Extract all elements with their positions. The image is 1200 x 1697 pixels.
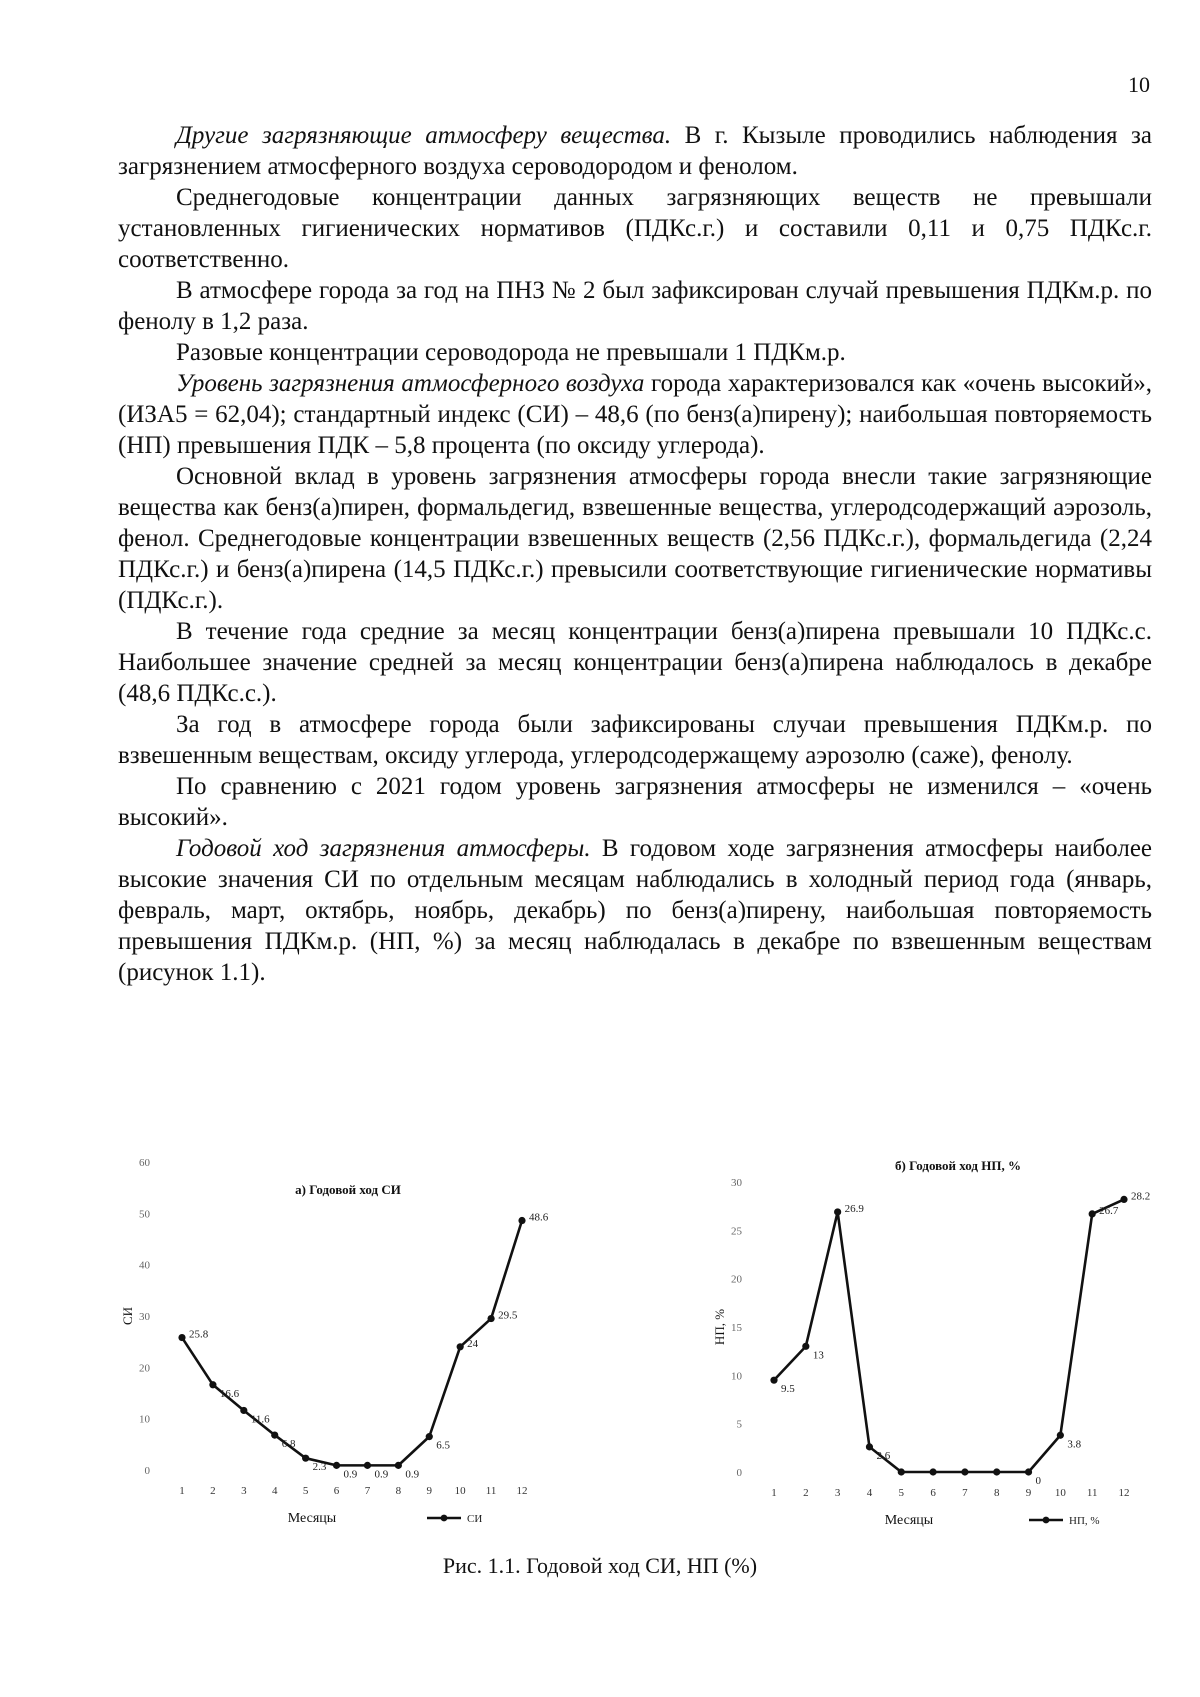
x-tick-label: 1 — [771, 1487, 777, 1499]
x-tick-label: 12 — [516, 1485, 528, 1497]
x-tick-label: 10 — [1054, 1487, 1066, 1499]
data-point — [993, 1468, 1000, 1475]
data-point — [271, 1431, 278, 1438]
y-tick-label: 40 — [139, 1259, 150, 1272]
x-tick-label: 11 — [1086, 1487, 1098, 1499]
paragraph — [118, 120, 1152, 182]
data-label: 0.9 — [343, 1468, 358, 1481]
data-point — [395, 1462, 402, 1469]
paragraph — [118, 833, 1152, 988]
x-tick-label: 11 — [485, 1485, 497, 1497]
data-label: 6.8 — [281, 1438, 296, 1451]
paragraph-lead: Годовой ход загрязнения атмосферы. — [176, 835, 591, 862]
paragraph — [118, 337, 1152, 368]
y-tick-label: 20 — [139, 1362, 150, 1375]
data-point — [802, 1343, 809, 1350]
data-label: 0.9 — [405, 1468, 420, 1481]
data-label: 0.9 — [374, 1468, 389, 1481]
paragraph-lead: Другие загрязняющие атмосферу вещества. — [176, 122, 672, 149]
paragraph-text: города характеризовался как «очень высокий», (ИЗА5 = 62,04); стандартный индекс (СИ) – 48,6 (по бенз(а)пирену); наибольшая повторяемость (НП) превышения ПДК – 5,8 процента (по оксиду углерода). — [118, 370, 1153, 459]
data-label: 6.5 — [436, 1439, 451, 1452]
x-tick-label: 9 — [426, 1485, 433, 1497]
x-tick-label: 10 — [454, 1485, 466, 1497]
data-point — [929, 1468, 936, 1475]
data-label: 28.2 — [1131, 1190, 1151, 1203]
data-point — [898, 1468, 905, 1475]
x-tick-label: 2 — [803, 1487, 809, 1499]
paragraph — [118, 771, 1152, 833]
x-tick-label: 5 — [898, 1487, 905, 1499]
y-tick-label: 60 — [139, 1157, 150, 1169]
y-tick-label: 5 — [736, 1418, 742, 1431]
paragraph-text: За год в атмосфере города были зафиксированы случаи превышения ПДКм.р. по взвешенным веществам, оксиду углерода, углеродсодержащему аэрозолю (саже), фенолу. — [118, 711, 1152, 769]
legend-label: СИ — [467, 1513, 483, 1525]
y-tick-label: 10 — [731, 1370, 742, 1383]
page-number: 10 — [1128, 72, 1150, 97]
paragraph — [118, 461, 1152, 616]
data-label: 11.6 — [250, 1413, 270, 1426]
paragraph-text: Разовые концентрации сероводорода не превышали 1 ПДКм.р. — [176, 339, 846, 366]
paragraph-text: Основной вклад в уровень загрязнения атмосферы города внесли такие загрязняющие вещества как бенз(а)пирен, формальдегид, взвешенные вещества, углеродсодержащий аэрозоль, фенол. Среднегодовые концентрации взвешенных веществ (2,56 ПДКс.г.), формальдегида (2,24 ПДКс.г.) и бенз(а)пирена (14,5 ПДКс.г.) превысили соответствующие гигиенические нормативы (ПДКс.г.). — [118, 463, 1152, 614]
figure-charts — [118, 1150, 1158, 1540]
data-label: 26.7 — [1099, 1204, 1119, 1217]
body-text — [118, 120, 1152, 988]
x-tick-label: 3 — [241, 1485, 247, 1497]
x-tick-label: 3 — [834, 1487, 841, 1499]
data-label: 24 — [467, 1337, 479, 1350]
x-axis-label: Месяцы — [287, 1511, 337, 1526]
data-point — [302, 1455, 309, 1462]
x-axis-label: Месяцы — [884, 1513, 934, 1528]
legend-marker — [441, 1515, 448, 1522]
y-axis-label: НП, % — [712, 1308, 727, 1346]
data-point — [178, 1334, 185, 1341]
x-tick-label: 7 — [364, 1485, 371, 1497]
x-tick-label: 6 — [333, 1485, 340, 1497]
data-label: 3.8 — [1067, 1438, 1082, 1451]
data-point — [518, 1217, 525, 1224]
x-tick-label: 4 — [866, 1487, 873, 1499]
chart-title: а) Годовой ход СИ — [295, 1182, 401, 1197]
y-tick-label: 25 — [731, 1225, 742, 1238]
data-label: 25.8 — [189, 1328, 209, 1341]
data-label: 13 — [812, 1349, 824, 1362]
chart-si — [118, 1150, 618, 1540]
data-label: 48.6 — [529, 1211, 549, 1224]
x-tick-label: 8 — [395, 1485, 402, 1497]
data-point — [240, 1407, 247, 1414]
y-tick-label: 15 — [731, 1322, 742, 1334]
data-point — [209, 1381, 216, 1388]
data-point — [834, 1208, 841, 1215]
paragraph-text: В атмосфере города за год на ПНЗ № 2 был зафиксирован случай превышения ПДКм.р. по фенолу в 1,2 раза. — [118, 277, 1152, 335]
y-tick-label: 0 — [144, 1465, 150, 1477]
data-point — [457, 1343, 464, 1350]
data-point — [1025, 1468, 1032, 1475]
paragraph — [118, 368, 1152, 461]
data-point — [487, 1315, 494, 1322]
chart-title: б) Годовой ход НП, % — [895, 1158, 1021, 1173]
x-tick-label: 12 — [1118, 1487, 1130, 1499]
data-point — [1089, 1210, 1096, 1217]
x-tick-label: 2 — [210, 1485, 216, 1497]
data-label: 9.5 — [781, 1383, 795, 1396]
series-line — [774, 1199, 1124, 1472]
data-point — [426, 1433, 433, 1440]
paragraph-text: В течение года средние за месяц концентрации бенз(а)пирена превышали 10 ПДКс.с. Наибольшее значение средней за месяц концентрации бенз(а)пирена наблюдалось в декабре (48,6 ПДКс.с.). — [118, 618, 1152, 707]
data-point — [333, 1462, 340, 1469]
paragraph-text: По сравнению с 2021 годом уровень загрязнения атмосферы не изменился – «очень высокий». — [118, 773, 1152, 831]
data-point — [1120, 1196, 1127, 1203]
x-tick-label: 4 — [271, 1485, 278, 1497]
figure-caption: Рис. 1.1. Годовой ход СИ, НП (%) — [442, 1553, 758, 1578]
data-label: 26.9 — [844, 1202, 864, 1215]
data-label: 29.5 — [498, 1309, 518, 1322]
x-tick-label: 1 — [179, 1485, 185, 1497]
x-tick-label: 8 — [993, 1487, 1000, 1499]
data-label: 2.3 — [312, 1461, 327, 1474]
data-label: 2.6 — [876, 1449, 891, 1462]
y-tick-label: 0 — [736, 1467, 742, 1479]
data-point — [961, 1468, 968, 1475]
data-point — [770, 1377, 777, 1384]
y-tick-label: 20 — [731, 1273, 742, 1286]
data-point — [866, 1443, 873, 1450]
legend-marker — [1043, 1517, 1050, 1524]
legend-label: НП, % — [1069, 1515, 1100, 1527]
y-tick-label: 50 — [139, 1208, 150, 1221]
paragraph — [118, 616, 1152, 709]
paragraph-lead: Уровень загрязнения атмосферного воздуха — [176, 370, 645, 397]
x-tick-label: 7 — [962, 1487, 968, 1499]
y-axis-label: СИ — [120, 1306, 135, 1326]
paragraph-text: В г. Кызыле проводились наблюдения за загрязнением атмосферного воздуха сероводородом и фенолом. — [118, 122, 1152, 180]
paragraph-text: Среднегодовые концентрации данных загрязняющих веществ не превышали установленных гигиенических нормативов (ПДКс.г.) и составили 0,11 и 0,75 ПДКс.г. соответственно. — [118, 184, 1152, 273]
x-tick-label: 5 — [302, 1485, 309, 1497]
chart-np — [638, 1150, 1158, 1540]
y-tick-label: 30 — [139, 1311, 150, 1323]
data-label: 0 — [1035, 1475, 1042, 1487]
x-tick-label: 9 — [1025, 1487, 1032, 1499]
data-point — [1057, 1432, 1064, 1439]
paragraph — [118, 275, 1152, 337]
paragraph — [118, 182, 1152, 275]
paragraph — [118, 709, 1152, 771]
y-tick-label: 10 — [139, 1413, 150, 1426]
data-point — [364, 1462, 371, 1469]
x-tick-label: 6 — [930, 1487, 936, 1499]
y-tick-label: 30 — [731, 1177, 742, 1189]
paragraph-text: В годовом ходе загрязнения атмосферы наиболее высокие значения СИ по отдельным месяцам наблюдались в холодный период года (январь, февраль, март, октябрь, ноябрь, декабрь) по бенз(а)пирену, наибольшая повторяемость превышения ПДКм.р. (НП, %) за месяц наблюдалась в декабре по взвешенным веществам (рисунок 1.1). — [118, 835, 1153, 986]
data-label: 16.6 — [219, 1387, 240, 1400]
